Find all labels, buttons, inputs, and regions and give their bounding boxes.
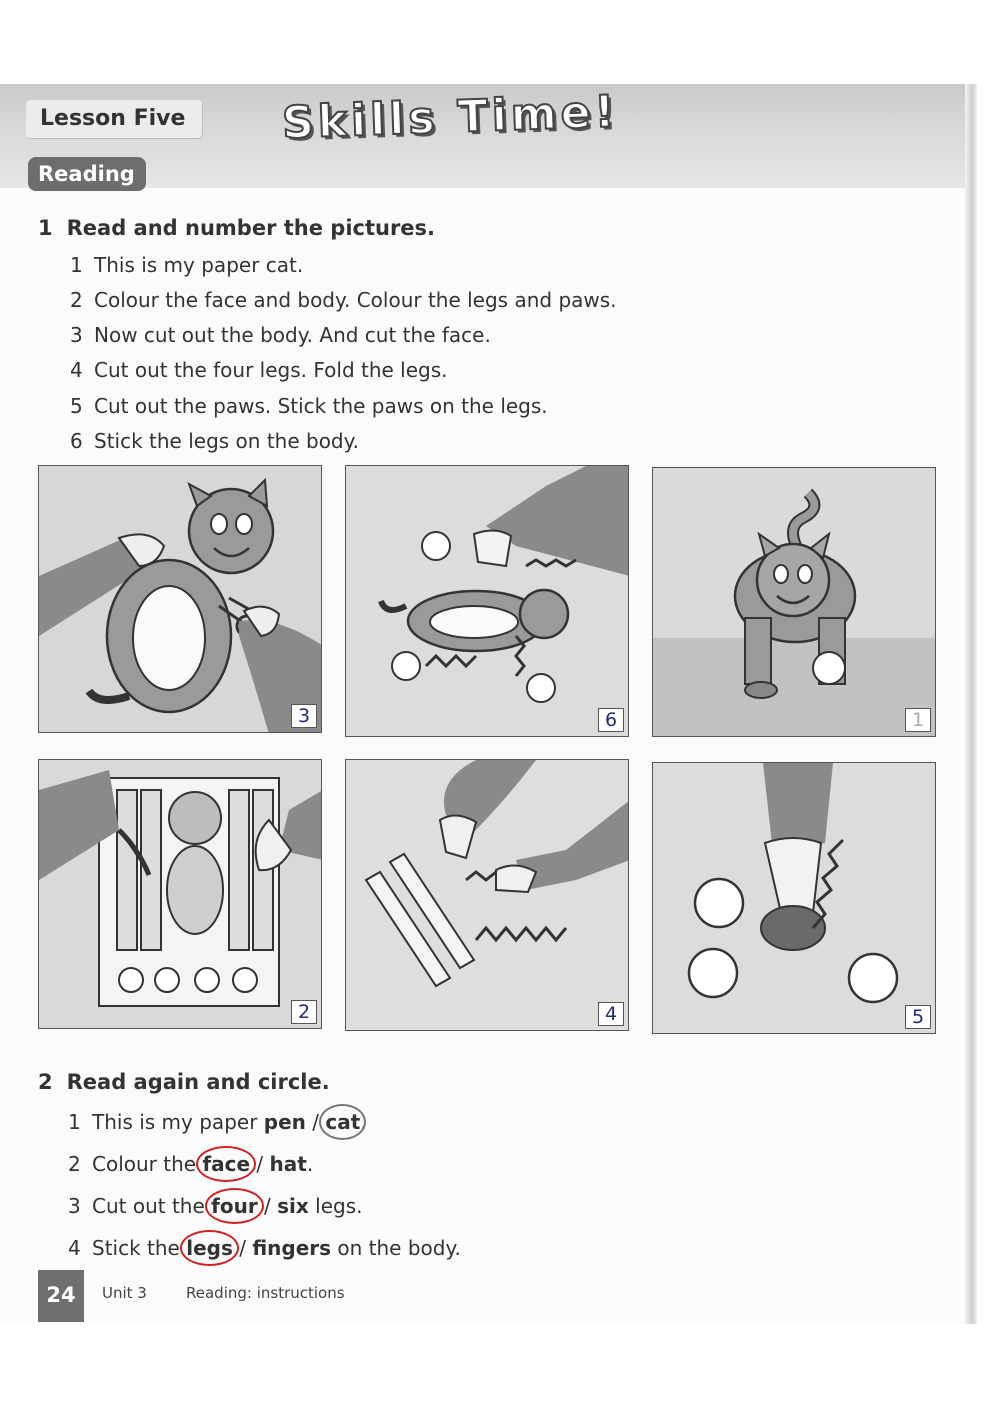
item-text: Colour the [92,1152,203,1176]
option-four-circled[interactable]: four [211,1194,258,1218]
picture-paws [652,762,936,1034]
item-text-end: . [306,1152,314,1176]
footer-unit: Unit 3 [102,1284,147,1302]
exercise-number: 1 [38,216,53,240]
picture-number: 4 [598,1002,624,1026]
option-six[interactable]: six [277,1194,309,1218]
option-fingers[interactable]: fingers [252,1236,332,1260]
option-separator: / [305,1110,326,1134]
circle-item-3 [68,1194,363,1218]
item-number: 2 [68,1152,81,1176]
legs-folding-illustration [346,760,629,1031]
circle-item-2 [68,1152,313,1176]
sentence-2 [70,288,617,312]
item-text-end: . [360,1110,367,1134]
sentence-number: 2 [70,288,83,312]
sentence-number: 5 [70,394,83,418]
picture-stick-legs [345,465,629,737]
option-separator: / [257,1194,278,1218]
picture-fold-legs [345,759,629,1031]
sentence-6 [70,429,359,453]
picture-number: 2 [291,1000,317,1024]
scan-edge [965,84,977,1324]
sentence-text: Now cut out the body. And cut the face. [94,323,491,347]
item-text: This is my paper [92,1110,264,1134]
picture-paper-cat [652,467,936,737]
item-text: Stick the [92,1236,187,1260]
item-number: 1 [68,1110,81,1134]
exercise-number: 2 [38,1070,53,1094]
item-number: 4 [68,1236,81,1260]
picture-number: 5 [905,1005,931,1029]
exercise-1-heading [38,216,435,240]
page-number: 24 [38,1270,84,1322]
item-number: 3 [68,1194,81,1218]
sentence-text: Stick the legs on the body. [94,429,359,453]
sentence-text: This is my paper cat. [94,253,304,277]
exercise-2-heading [38,1070,330,1094]
page-title: Skills Time! [281,86,620,149]
sentence-text: Cut out the paws. Stick the paws on the legs. [94,394,548,418]
section-label: Reading [28,157,146,191]
cat-cutting-illustration [39,466,322,733]
paws-sticking-illustration [653,763,936,1034]
option-cat-circled[interactable]: cat [325,1110,361,1134]
cat-sticking-legs-illustration [346,466,629,737]
paper-cat-illustration [653,468,936,737]
picture-colour [38,759,322,1029]
circle-item-4 [68,1236,461,1260]
picture-number: 1 [905,708,931,732]
picture-number: 6 [598,708,624,732]
sentence-number: 4 [70,358,83,382]
picture-number: 3 [291,704,317,728]
option-legs-circled[interactable]: legs [186,1236,233,1260]
sentence-text: Cut out the four legs. Fold the legs. [94,358,448,382]
sentence-number: 6 [70,429,83,453]
option-separator: / [232,1236,253,1260]
sentence-1 [70,253,303,277]
picture-cut-body [38,465,322,733]
sentence-number: 3 [70,323,83,347]
item-text-end: on the body. [331,1236,461,1260]
option-pen[interactable]: pen [263,1110,306,1134]
sentence-5 [70,394,548,418]
item-text-end: legs. [308,1194,363,1218]
sentence-3 [70,323,491,347]
circle-item-1 [68,1110,367,1134]
exercise-instruction: Read again and circle. [66,1070,330,1094]
cat-colouring-illustration [39,760,322,1029]
sentence-4 [70,358,448,382]
sentence-number: 1 [70,253,83,277]
exercise-instruction: Read and number the pictures. [66,216,436,240]
option-face-circled[interactable]: face [202,1152,251,1176]
item-text: Cut out the [92,1194,212,1218]
footer-topic: Reading: instructions [186,1284,345,1302]
option-hat[interactable]: hat [269,1152,307,1176]
option-separator: / [250,1152,270,1176]
sentence-text: Colour the face and body. Colour the legs and paws. [94,288,617,312]
lesson-label: Lesson Five [26,100,202,138]
